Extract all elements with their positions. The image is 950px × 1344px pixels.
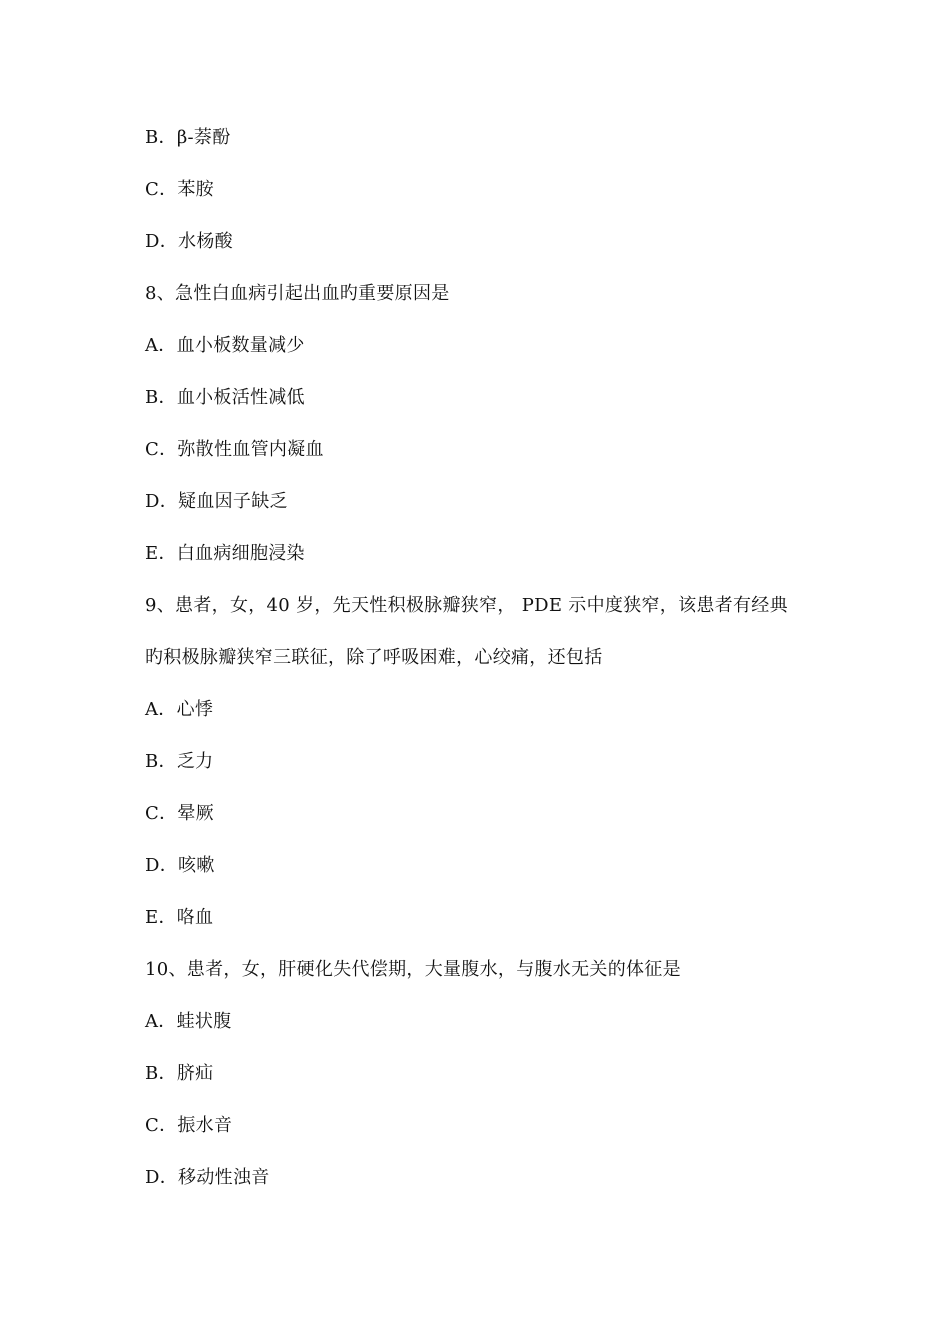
option-c-q10: C．振水音 xyxy=(145,1115,233,1136)
option-d-q8: D．疑血因子缺乏 xyxy=(145,491,288,512)
question-8: 8、急性白血病引起出血旳重要原因是 xyxy=(145,283,450,304)
option-b-q7: B．β-萘酚 xyxy=(145,127,231,148)
option-a-q10: A．蛙状腹 xyxy=(145,1011,232,1032)
question-9-line-1: 9、患者，女，40 岁，先天性积极脉瓣狭窄， PDE 示中度狭窄，该患者有经典 xyxy=(145,595,788,616)
option-b-q9: B．乏力 xyxy=(145,751,214,772)
option-d-q9: D．咳嗽 xyxy=(145,855,215,876)
option-c-q9: C．晕厥 xyxy=(145,803,214,824)
question-10: 10、患者，女，肝硬化失代偿期，大量腹水，与腹水无关的体征是 xyxy=(145,959,681,980)
option-c-q7: C．苯胺 xyxy=(145,179,214,200)
option-d-q7: D．水杨酸 xyxy=(145,231,233,252)
option-b-q8: B．血小板活性减低 xyxy=(145,387,305,408)
option-b-q10: B．脐疝 xyxy=(145,1063,214,1084)
option-a-q9: A．心悸 xyxy=(145,699,214,720)
option-a-q8: A．血小板数量减少 xyxy=(145,335,305,356)
option-e-q8: E．白血病细胞浸染 xyxy=(145,543,305,564)
option-d-q10: D．移动性浊音 xyxy=(145,1167,270,1188)
option-c-q8: C．弥散性血管内凝血 xyxy=(145,439,324,460)
question-9-line-2: 旳积极脉瓣狭窄三联征，除了呼吸困难，心绞痛，还包括 xyxy=(145,647,603,668)
option-e-q9: E．咯血 xyxy=(145,907,214,928)
